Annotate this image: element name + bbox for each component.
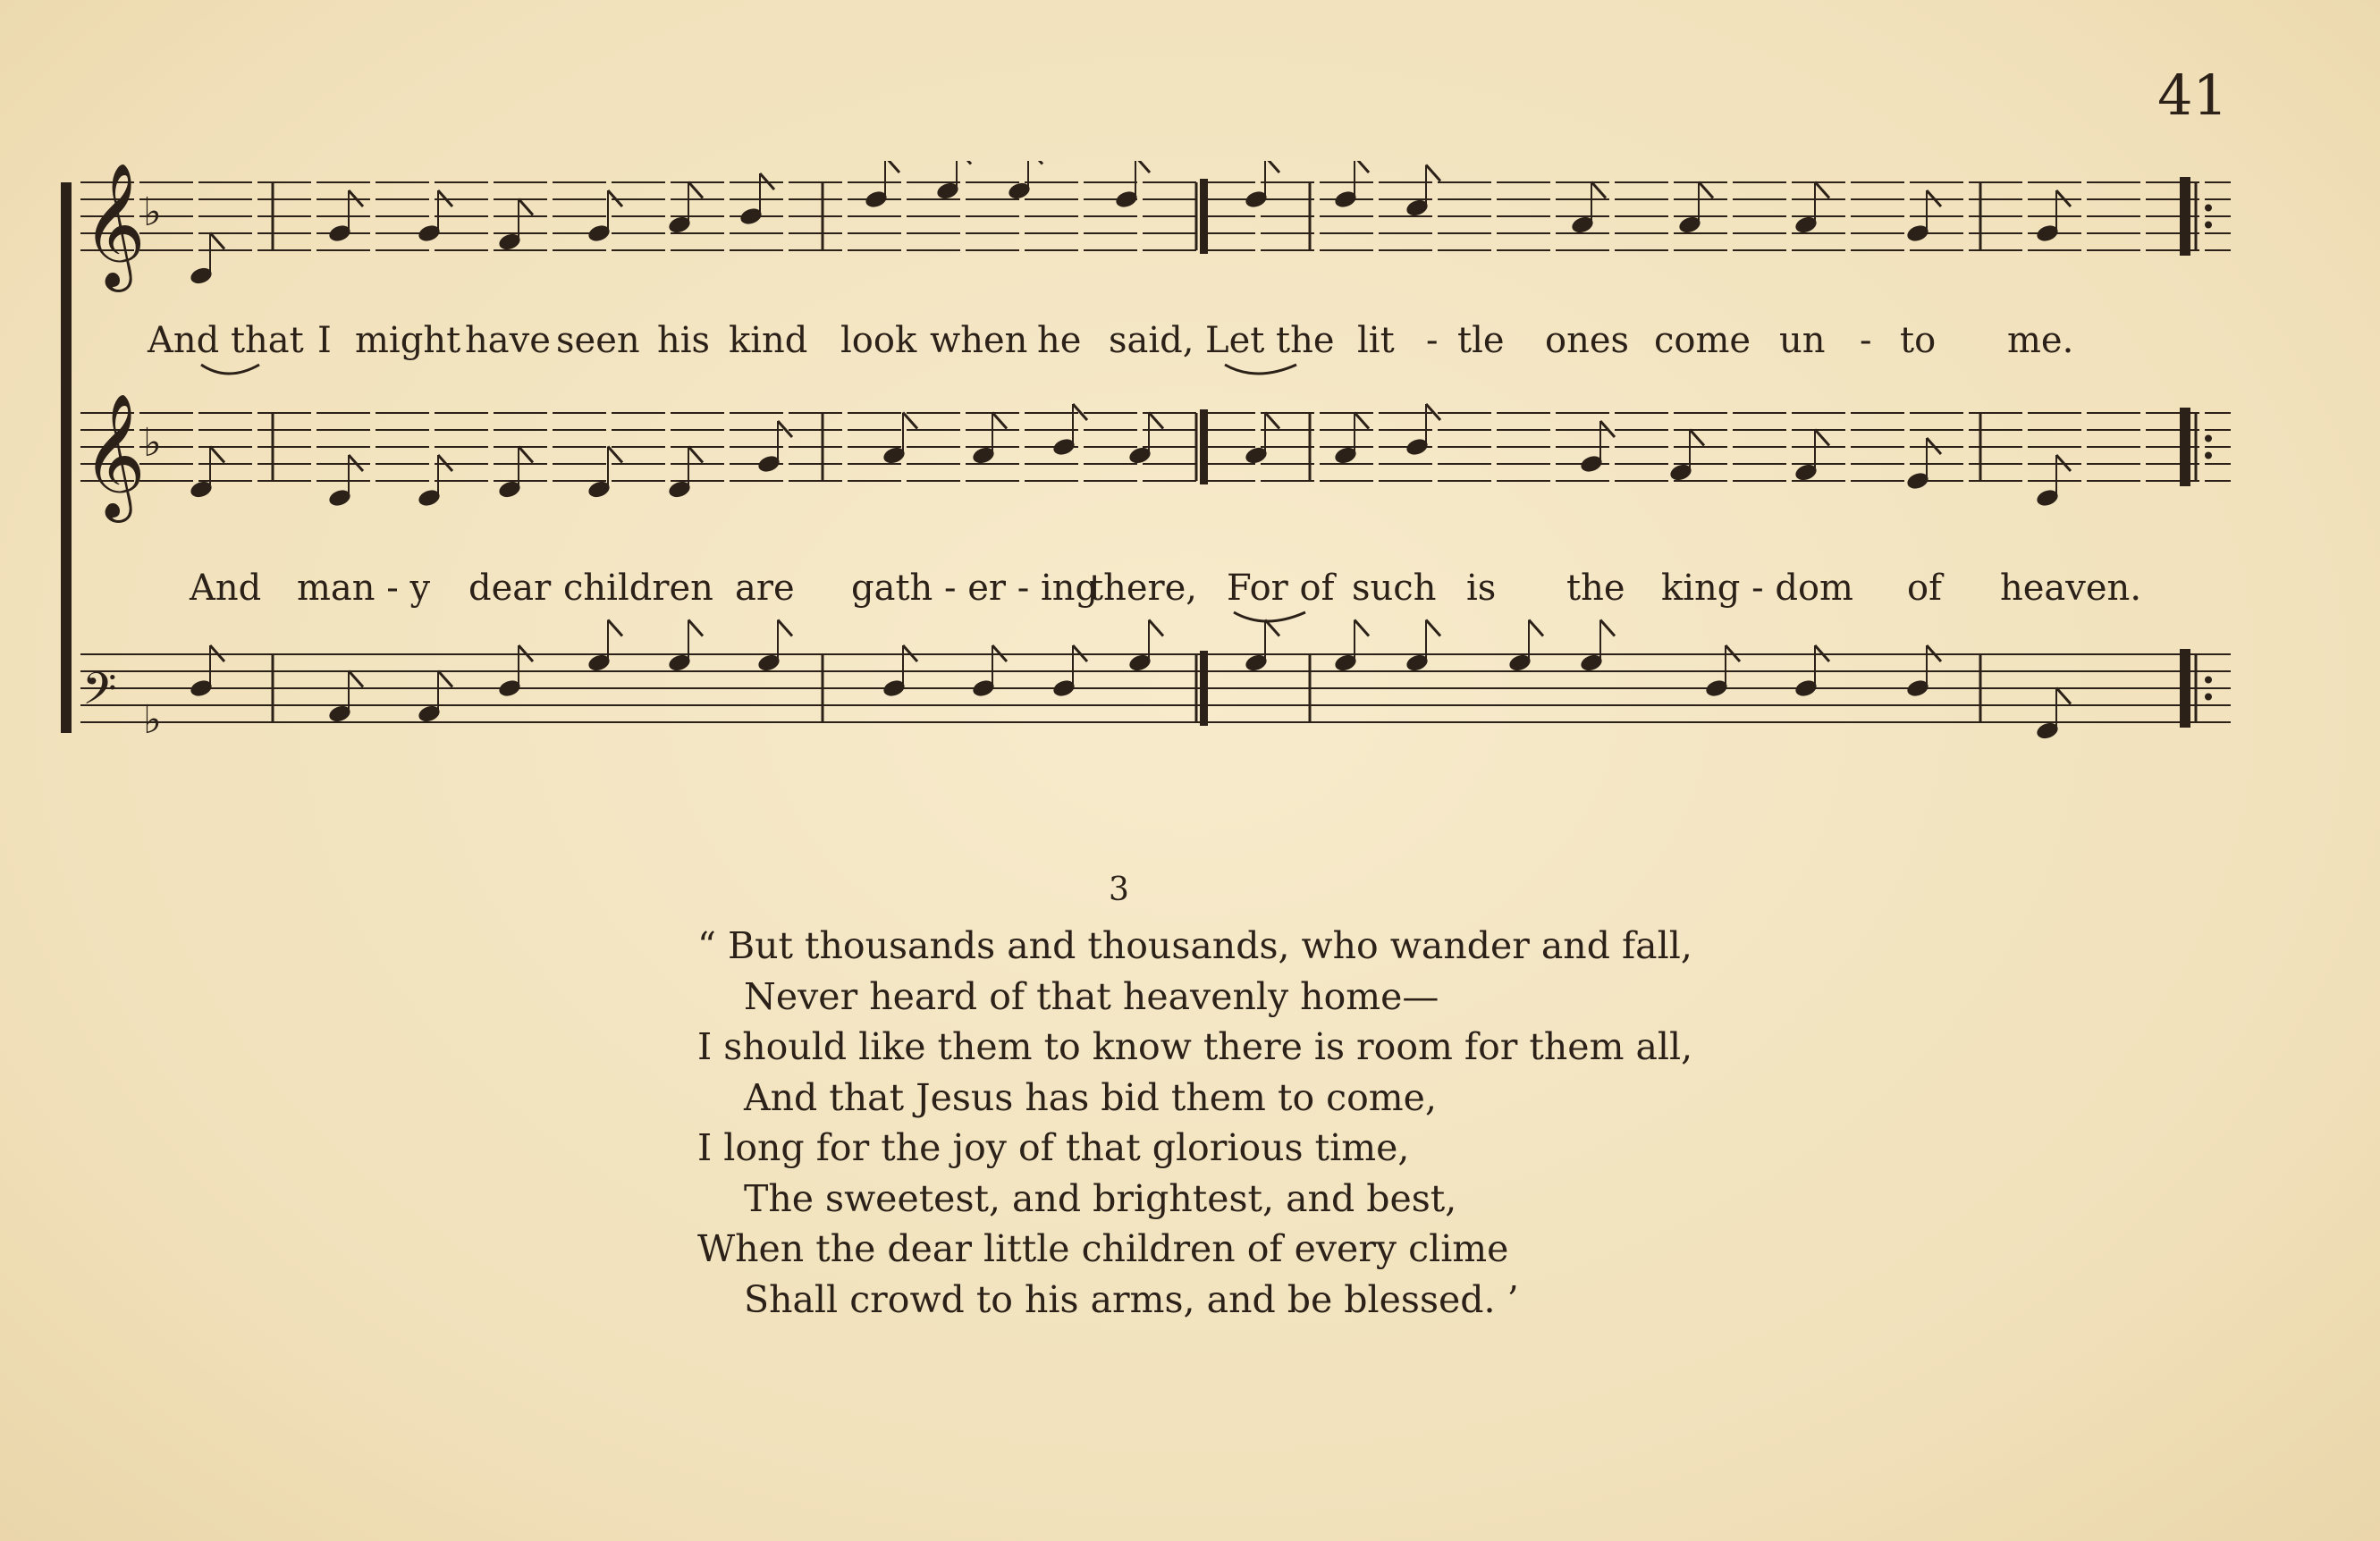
- note-flag: [688, 447, 703, 463]
- note-flag: [210, 447, 224, 463]
- verse-text: [697, 921, 1692, 1325]
- verse-line: Never heard of that heavenly home—: [744, 974, 1439, 1018]
- thick-bar: [1200, 651, 1208, 726]
- verse-line: And that Jesus has bid them to come,: [744, 1075, 1437, 1119]
- lyric-syllable: look: [840, 320, 917, 361]
- final-bar: [2180, 177, 2190, 256]
- lyric-syllable: such: [1352, 568, 1437, 609]
- note-flag: [1690, 430, 1704, 446]
- verse-line: I long for the joy of that glorious time,: [697, 1126, 1410, 1169]
- note-flag: [688, 620, 703, 636]
- lyric-syllable: Let the: [1205, 320, 1335, 361]
- verse-line: The sweetest, and brightest, and best,: [744, 1176, 1457, 1220]
- lyric-syllable: when: [930, 320, 1028, 361]
- note-flag: [519, 447, 533, 463]
- lyric-syllable: he: [1037, 320, 1082, 361]
- music-system: [54, 161, 2235, 769]
- lyric-slur: [1225, 365, 1296, 374]
- lyric-syllable: ones: [1545, 320, 1630, 361]
- note-flag: [1815, 430, 1829, 446]
- lyric-syllable: And that: [148, 320, 304, 361]
- lyric-syllable: are: [735, 568, 795, 609]
- lyric-syllable: of: [1907, 568, 1942, 609]
- lyric-syllable: For of: [1227, 568, 1335, 609]
- note-flag: [1265, 161, 1279, 173]
- system-bracket: [61, 182, 72, 733]
- verse-line: I should like them to know there is room for them all,: [697, 1025, 1693, 1068]
- note-flag: [1600, 620, 1615, 636]
- lyric-syllable: And: [190, 568, 262, 609]
- final-bar: [2180, 408, 2190, 486]
- verse-line: When the dear little children of every clime: [697, 1227, 1509, 1270]
- note-flag: [1815, 182, 1829, 198]
- flat-sign: ♭: [143, 189, 162, 235]
- flat-sign: ♭: [143, 697, 162, 743]
- note-flag: [885, 161, 899, 173]
- repeat-dot: [2205, 205, 2212, 212]
- treble-clef: 𝄞: [82, 393, 146, 518]
- lyric-syllable: I: [317, 320, 332, 361]
- note-flag: [1426, 165, 1440, 181]
- lyric-syllable: his: [657, 320, 711, 361]
- note-flag: [957, 161, 971, 164]
- lyric-syllable: have: [465, 320, 551, 361]
- score-staves: [54, 161, 2235, 769]
- note-flag: [1355, 620, 1369, 636]
- thick-bar: [1200, 409, 1208, 484]
- lyric-syllable: me.: [2007, 320, 2074, 361]
- note-flag: [992, 413, 1007, 429]
- note-flag: [438, 671, 452, 687]
- lyric-syllable: come: [1654, 320, 1751, 361]
- note-flag: [1355, 161, 1369, 173]
- lyric-syllable: tle: [1457, 320, 1505, 361]
- note-flag: [1529, 620, 1543, 636]
- lyric-syllable: un: [1779, 320, 1826, 361]
- flat-sign: ♭: [143, 420, 162, 466]
- note-flag: [1699, 182, 1713, 198]
- verse-line: Shall crowd to his arms, and be blessed. ’: [744, 1277, 1519, 1321]
- lyric-slur: [1234, 612, 1305, 621]
- note-flag: [2056, 688, 2071, 704]
- note-flag: [519, 199, 533, 215]
- note-flag: [1149, 620, 1163, 636]
- clef: 𝄢: [82, 663, 117, 726]
- verse-line: “ But thousands and thousands, who wander and fall,: [697, 924, 1692, 967]
- repeat-dot: [2205, 677, 2212, 684]
- lyric-syllable: there,: [1089, 568, 1198, 609]
- note-flag: [1426, 620, 1440, 636]
- final-bar: [2180, 649, 2190, 728]
- lyric-syllable: lit: [1357, 320, 1395, 361]
- note-flag: [1149, 413, 1163, 429]
- lyric-slur: [201, 365, 259, 374]
- lyric-syllable: seen: [556, 320, 640, 361]
- lyric-syllable: gath - er - ing: [851, 568, 1099, 609]
- note-flag: [1028, 161, 1042, 164]
- note-flag: [210, 233, 224, 249]
- note-flag: [903, 413, 917, 429]
- lyric-syllable: kind: [729, 320, 808, 361]
- lyric-syllable: dear: [468, 568, 552, 609]
- lyric-syllable: heaven.: [2000, 568, 2142, 609]
- lyric-syllable: -: [1860, 320, 1872, 361]
- lyric-syllable: might: [355, 320, 461, 361]
- note-flag: [688, 182, 703, 198]
- repeat-dot: [2205, 222, 2212, 229]
- lyric-syllable: king - dom: [1661, 568, 1853, 609]
- treble-clef: 𝄞: [82, 163, 146, 287]
- lyric-syllable: to: [1900, 320, 1937, 361]
- note-flag: [778, 620, 792, 636]
- note-flag: [608, 447, 622, 463]
- lyric-syllable: -: [1426, 320, 1439, 361]
- lyric-syllable: man - y: [297, 568, 431, 609]
- note-flag: [349, 671, 363, 687]
- repeat-dot: [2205, 694, 2212, 701]
- lyric-syllable: the: [1566, 568, 1625, 609]
- note-flag: [1591, 182, 1606, 198]
- thick-bar: [1200, 179, 1208, 254]
- note-flag: [1355, 413, 1369, 429]
- lyric-syllable: is: [1466, 568, 1497, 609]
- verse-number: 3: [1109, 872, 1129, 908]
- lyric-syllable: said,: [1109, 320, 1194, 361]
- note-flag: [1265, 413, 1279, 429]
- lyric-syllable: children: [563, 568, 713, 609]
- repeat-dot: [2205, 452, 2212, 459]
- page-number: 41: [2157, 63, 2228, 128]
- note-flag: [1135, 161, 1150, 173]
- repeat-dot: [2205, 435, 2212, 442]
- note-flag: [608, 620, 622, 636]
